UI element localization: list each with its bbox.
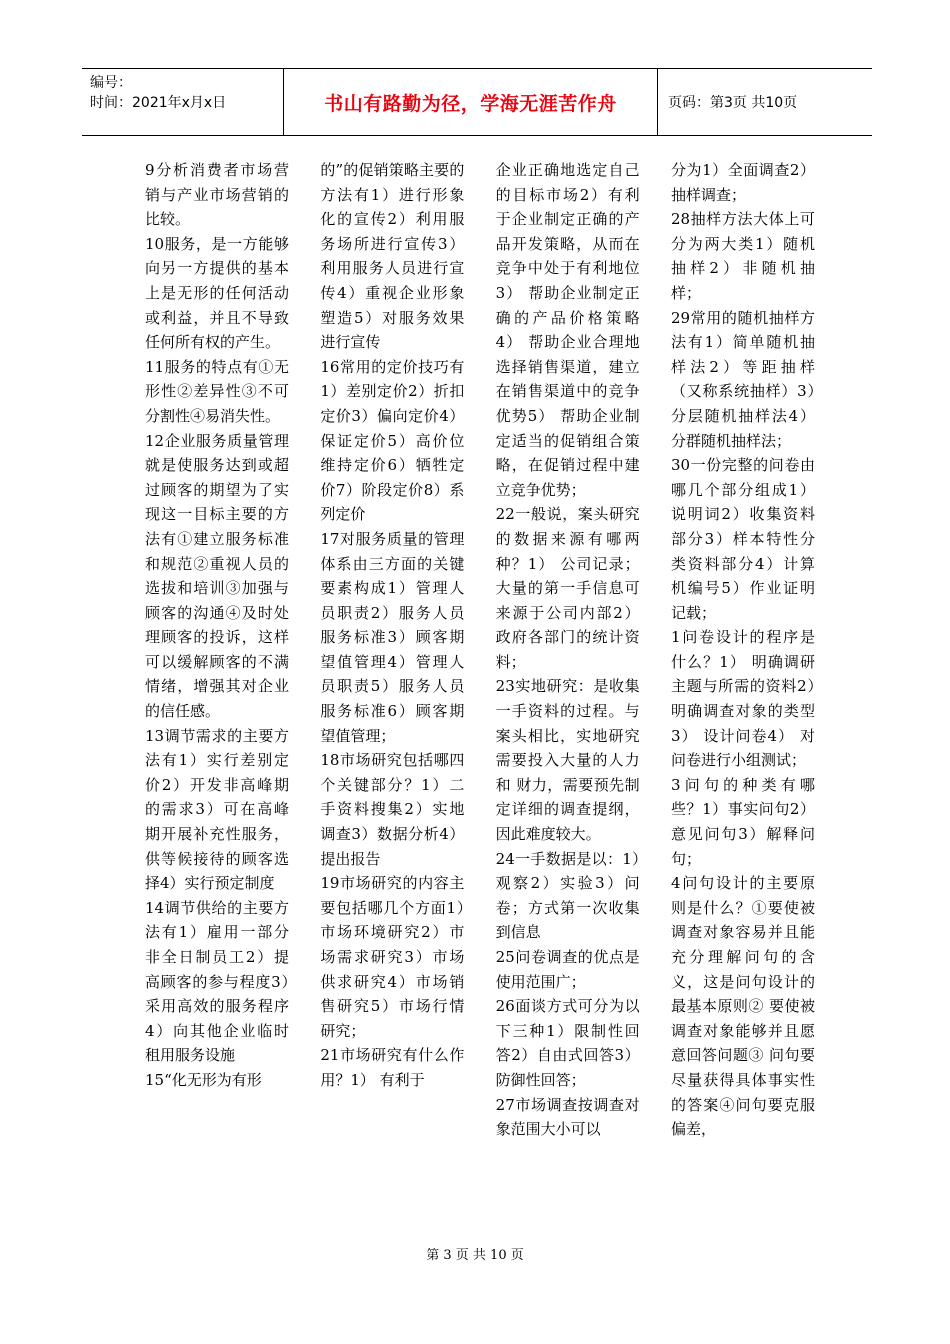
paragraph: 21市场研究有什么作用？1） 有利于	[320, 1046, 465, 1089]
paragraph: 26面谈方式可分为以下三种1）限制性回答2）自由式回答3）防御性回答；	[495, 997, 640, 1089]
header-page-info: 页码：第3页 共10页	[668, 95, 798, 111]
paragraph: 23实地研究：是收集一手资料的过程。与案头相比，实地研究需要投入大量的人力和 财力，需要预先制定详细的调查提纲，因此难度较大。	[495, 677, 640, 844]
paragraph: 3问句的种类有哪些？1）事实问句2）意见问句3）解释问句；	[670, 775, 815, 868]
paragraph: 15“化无形为有形	[145, 1070, 262, 1089]
paragraph: 11服务的特点有①无形性②差异性③不可分割性④易消失性。	[145, 357, 289, 425]
paragraph: 28抽样方法大体上可分为两大类1）随机抽样2）非随机抽样；	[670, 210, 815, 302]
text-columns	[145, 158, 815, 1142]
paragraph: 25问卷调查的优点是使用范围广；	[495, 948, 640, 991]
paragraph: 分为1）全面调查2）抽样调查；	[670, 161, 815, 204]
header-meta	[82, 69, 284, 135]
paragraph: 30一份完整的问卷由哪几个部分组成1）说明词2）收集资料部分3）样本特性分类资料部分4）计算机编号5）作业证明记载；	[670, 456, 815, 622]
text-column-4	[671, 158, 815, 1142]
text-column-2	[320, 158, 464, 1142]
page-footer: 第 3 页 共 10 页	[426, 1248, 524, 1263]
paragraph: 27市场调查按调查对象范围大小可以	[495, 1095, 640, 1139]
paragraph: 24一手数据是以：1）观察2）实验3）问卷；方式第一次收集到信息	[495, 849, 640, 942]
paragraph: 19市场研究的内容主要包括哪几个方面1）市场环境研究2）市场需求研究3）市场供求研究4）市场销售研究5）市场行情研究；	[320, 874, 465, 1040]
paragraph: 9分析消费者市场营销与产业市场营销的比较。	[145, 161, 289, 229]
doc-time-label: 时间：2021年x月x日	[90, 95, 227, 111]
text-column-3	[496, 158, 640, 1142]
paragraph: 企业正确地选定自己的目标市场2）有利于企业制定正确的产品开发策略，从而在竞争中处于有利地位3） 帮助企业制定正确的产品价格策略4） 帮助企业合理地选择销售渠道，建立在销售渠道中的竞争优势5） 帮助企业制定适当的促销组合策略，在促销过程中建立竞争优势；	[495, 161, 640, 499]
paragraph: 29常用的随机抽样方法有1）简单随机抽样法2）等距抽样（又称系统抽样）3）分层随机抽样法4） 分群随机抽样法；	[670, 308, 815, 450]
paragraph: 10服务，是一方能够向另一方提供的基本上是无形的任何活动或利益，并且不导致任何所有权的产生。	[145, 234, 289, 352]
doc-code-label: 编号：	[90, 75, 132, 91]
paragraph: 13调节需求的主要方法有1）实行差别定价2）开发非高峰期的需求3）可在高峰期开展补充性服务，供等候接待的顾客选择4）实行预定制度	[145, 726, 289, 893]
paragraph: 4问句设计的主要原则是什么？①要使被调查对象容易并且能充分理解问句的含义，这是问句设计的最基本原则② 要使被调查对象能够并且愿意回答问题③ 问句要尽量获得具体事实性的答案④问句要克服偏差，	[670, 874, 815, 1139]
paragraph: 14调节供给的主要方法有1）雇用一部分非全日制员工2）提高顾客的参与程度3）采用高效的服务程序4）向其他企业临时租用服务设施	[145, 898, 289, 1065]
page-header	[82, 68, 872, 136]
paragraph: 12企业服务质量管理就是使服务达到或超过顾客的期望为了实现这一目标主要的方法有①建立服务标准和规范②重视人员的选拔和培训③加强与顾客的沟通④及时处理顾客的投诉，这样可以缓解顾客的不满情绪，增强其对企业的信任感。	[145, 431, 289, 721]
header-motto: 书山有路勤为径，学海无涯苦作舟	[284, 69, 658, 135]
paragraph: 1问卷设计的程序是什么？1） 明确调研主题与所需的资料2）明确调查对象的类型3） 设计问卷4） 对问卷进行小组测试；	[670, 628, 815, 770]
paragraph: 的”的促销策略主要的方法有1）进行形象化的宣传2）利用服务场所进行宣传3）利用服务人员进行宣传4）重视企业形象塑造5）对服务效果进行宣传	[320, 161, 465, 352]
text-column-1	[145, 158, 289, 1142]
paragraph: 17对服务质量的管理体系由三方面的关键要素构成1）管理人员职责2）服务人员服务标准3）顾客期望值管理4）管理人员职责5）服务人员服务标准6）顾客期望值管理；	[320, 529, 465, 745]
paragraph: 22一般说，案头研究的数据来源有哪两种？1） 公司记录；大量的第一手信息可来源于公司内部2） 政府各部门的统计资料；	[495, 505, 640, 671]
paragraph: 18市场研究包括哪四个关键部分？1）二手资料搜集2）实地调查3）数据分析4）提出报告	[320, 751, 465, 868]
paragraph: 16常用的定价技巧有1）差别定价2）折扣定价3）偏向定价4）保证定价5）高价位维持定价6）牺牲定价7）阶段定价8）系列定价	[320, 357, 465, 524]
